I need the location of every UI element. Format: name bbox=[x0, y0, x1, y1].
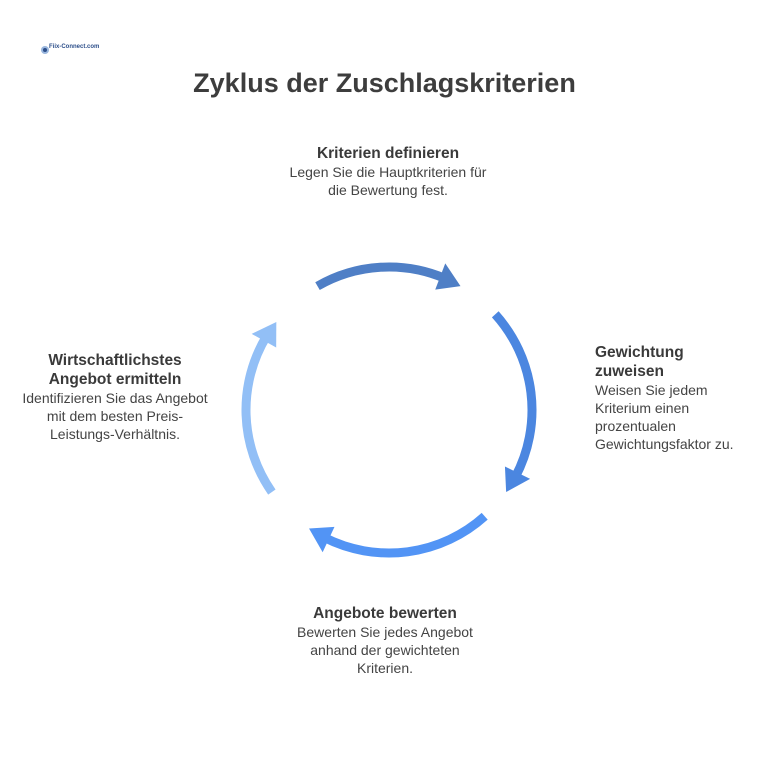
step-description: Identifizieren Sie das Angebot mit dem besten Preis-Leistungs-Verhältnis. bbox=[22, 390, 208, 442]
arrow-to-best-offer bbox=[309, 516, 485, 553]
arrow-body bbox=[318, 267, 445, 286]
arrow-body bbox=[324, 516, 485, 553]
logo-text: Fiix-Connect.com bbox=[49, 44, 100, 50]
step-title: Angebote bewerten bbox=[313, 605, 457, 622]
arrow-body bbox=[495, 314, 532, 477]
step-title: Kriterien definieren bbox=[316, 145, 460, 162]
step-assign-weights bbox=[595, 343, 735, 453]
step-determine-best-offer bbox=[20, 351, 210, 443]
arrow-to-criteria bbox=[246, 322, 276, 492]
arrow-to-evaluate bbox=[495, 314, 532, 492]
step-description: Bewerten Sie jedes Angebot anhand der gewichteten Kriterien. bbox=[297, 624, 473, 676]
page-title: Zyklus der Zuschlagskriterien bbox=[193, 68, 576, 98]
step-define-criteria bbox=[288, 144, 488, 199]
step-description: Weisen Sie jedem Kriterium einen prozentualen Gewichtungsfaktor zu. bbox=[595, 382, 734, 452]
step-description: Legen Sie die Hauptkriterien für die Bewertung fest. bbox=[289, 164, 487, 198]
arrow-body bbox=[246, 336, 272, 492]
arrow-to-weights bbox=[318, 263, 461, 289]
step-title: Gewichtung zuweisen bbox=[595, 344, 684, 380]
step-evaluate-offers bbox=[285, 604, 485, 677]
step-title: Wirtschaftlichstes Angebot ermitteln bbox=[48, 352, 182, 388]
